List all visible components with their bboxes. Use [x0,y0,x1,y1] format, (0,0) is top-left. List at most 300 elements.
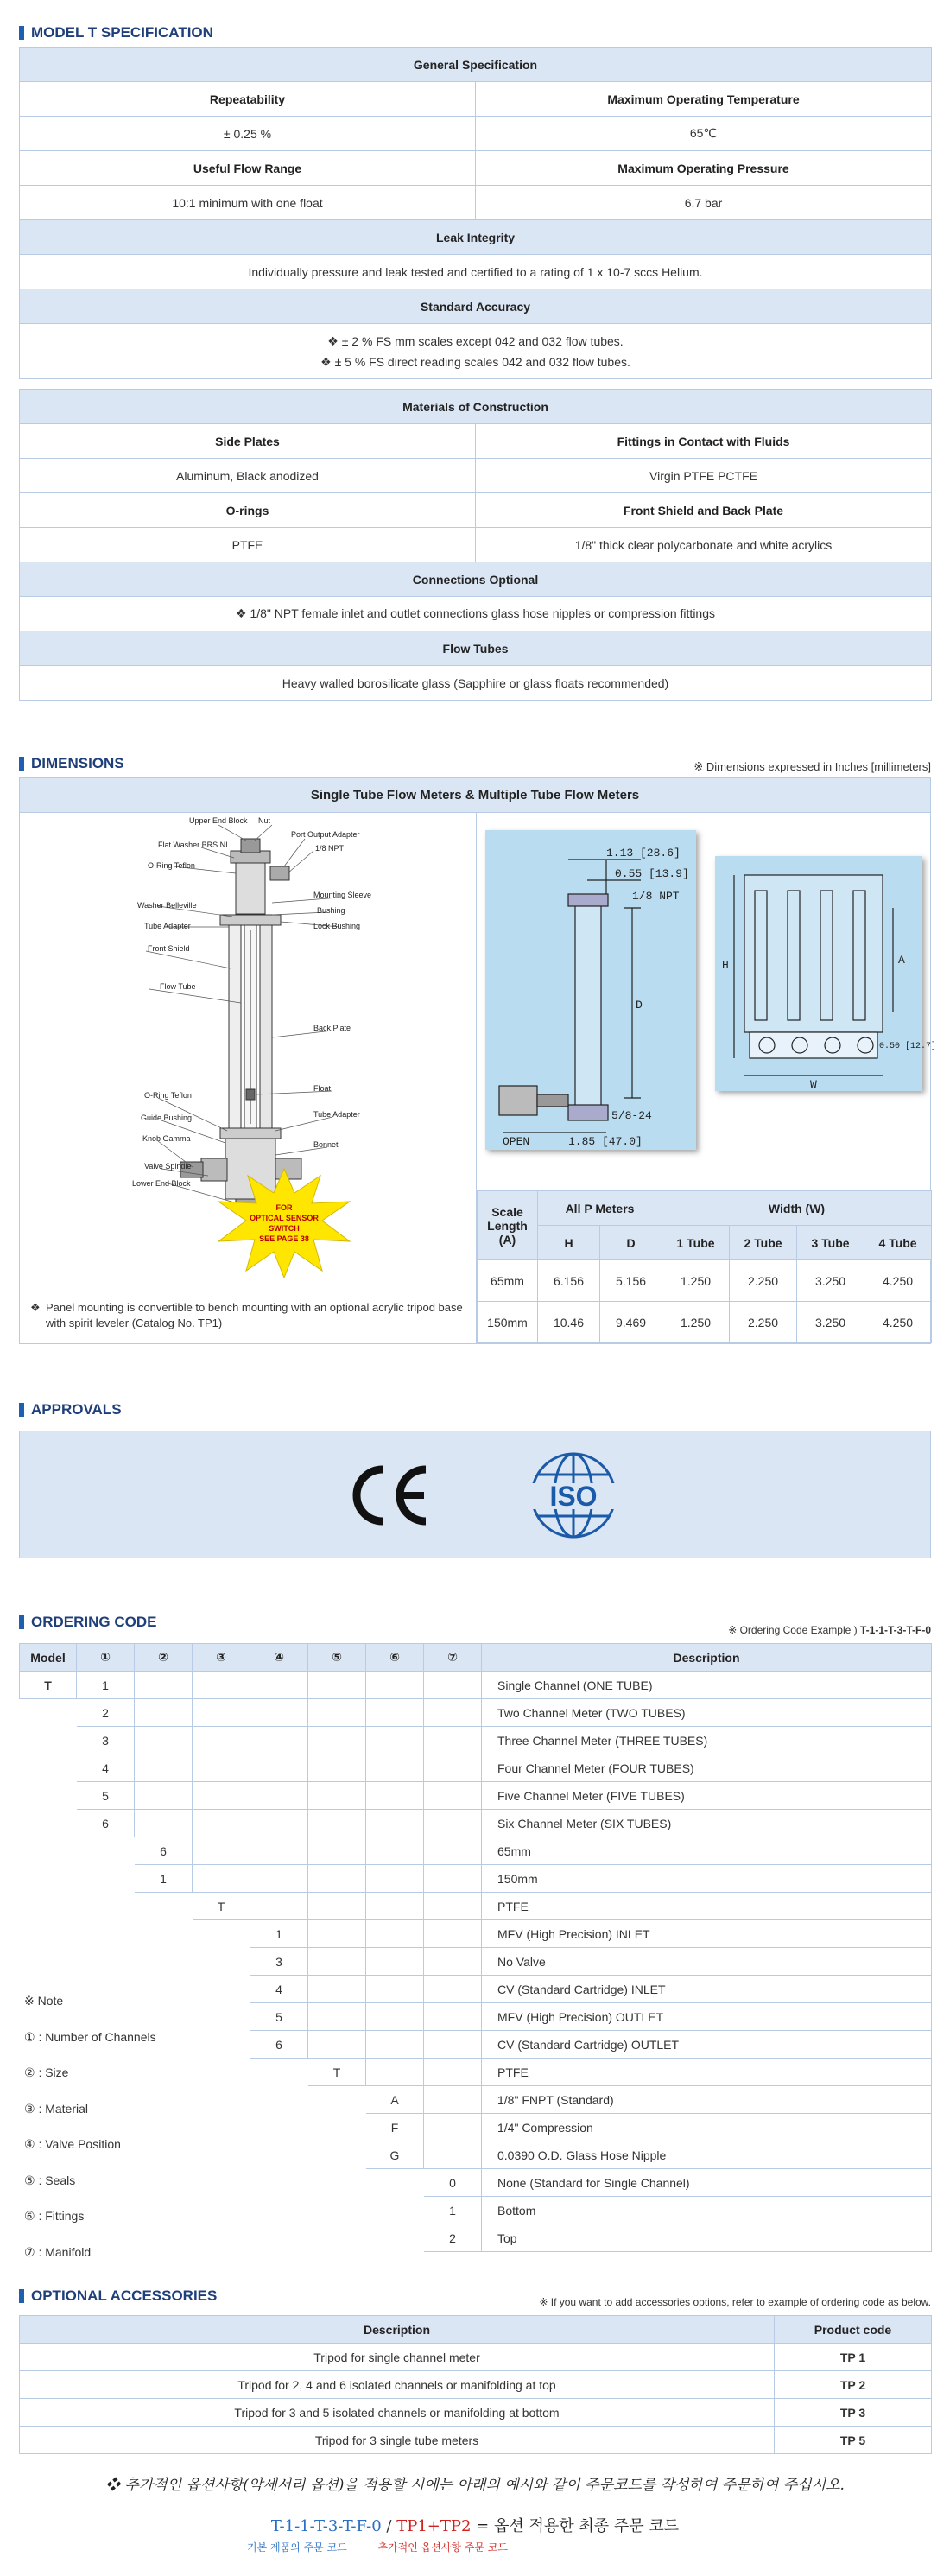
empty-cell [424,1810,482,1837]
empty-cell [20,1948,77,1976]
empty-cell [193,2003,250,2031]
empty-cell [20,1865,77,1893]
empty-cell [193,1948,250,1976]
note-item: ③ : Material [24,2101,89,2116]
description-cell: 1/8" FNPT (Standard) [482,2086,932,2114]
multi-tube-dimension-drawing [715,856,937,1091]
empty-cell [20,1727,77,1754]
empty-cell [250,2169,308,2197]
part-label: Washer Belleville [137,901,197,910]
empty-cell [250,2197,308,2224]
description-cell: Six Channel Meter (SIX TUBES) [482,1810,932,1837]
part-label: Lower End Block [132,1179,191,1188]
empty-cell [366,2031,424,2059]
note-item: ② : Size [24,2065,69,2079]
table-row [20,2224,932,2252]
code-cell: T [193,1893,250,1920]
part-label: Back Plate [314,1024,352,1032]
repeatability-value: ± 0.25 % [20,117,476,151]
orings-label: O-rings [20,493,476,528]
empty-cell [366,1865,424,1893]
table-row [20,1948,932,1976]
empty-cell [424,1976,482,2003]
accessory-code: TP 2 [775,2371,932,2399]
code-cell: 1 [424,2197,482,2224]
spec-section-title [19,24,213,41]
accuracy-bullet: ❖ ± 5 % FS direct reading scales 042 and 032 flow tubes. [320,354,630,369]
code-cell: 5 [250,2003,308,2031]
empty-cell [20,1782,77,1810]
part-label: Guide Bushing [141,1114,193,1122]
iso-text: ISO [549,1481,598,1512]
empty-cell [366,1976,424,2003]
empty-cell [308,1865,366,1893]
table-cell: 10.46 [538,1302,600,1343]
code-cell: F [366,2114,424,2141]
empty-cell [308,1893,366,1920]
description-cell: Three Channel Meter (THREE TUBES) [482,1727,932,1754]
accessory-code: TP 5 [775,2427,932,2454]
tube2-header: 2 Tube [730,1226,797,1260]
materials-header: Materials of Construction [20,390,932,424]
table-row [20,1727,932,1754]
part-label: Nut [258,816,271,825]
korean-instruction: ❖ 추가적인 옵션사항(악세서리 옵션)을 적용할 시에는 아래의 예시와 같이 주문코드를 작성하여 주문하여 주십시오. [105,2477,845,2494]
empty-cell [308,2224,366,2252]
table-row [478,1260,932,1302]
empty-cell [250,2059,308,2086]
empty-cell [193,2059,250,2086]
tube3-header: 3 Tube [797,1226,864,1260]
flow-range-label: Useful Flow Range [20,151,476,186]
empty-cell [308,1727,366,1754]
empty-cell [308,1976,366,2003]
description-cell: PTFE [482,1893,932,1920]
empty-cell [424,1920,482,1948]
note-item: ⑥ : Fittings [24,2209,85,2223]
code-cell: 1 [250,1920,308,1948]
slash-separator: / [381,2517,397,2535]
empty-cell [20,1920,77,1948]
exploded-drawing-area [20,813,476,1343]
code-cell: A [366,2086,424,2114]
final-code-line [0,2514,950,2536]
empty-cell [250,1699,308,1727]
table-cell: 4.250 [864,1260,932,1302]
diamond-bullet-icon: ❖ [30,1301,41,1314]
table-cell: 1.250 [662,1260,730,1302]
empty-cell [308,1920,366,1948]
table-row [20,2141,932,2169]
part-label: Knob Gamma [142,1134,191,1143]
note-item: ④ : Valve Position [24,2137,121,2151]
empty-cell [424,1893,482,1920]
description-cell: CV (Standard Cartridge) OUTLET [482,2031,932,2059]
leak-header: Leak Integrity [20,220,932,255]
empty-cell [424,2114,482,2141]
empty-cell [250,1672,308,1699]
orings-value: PTFE [20,528,476,562]
code-cell: 6 [250,2031,308,2059]
max-pressure-value: 6.7 bar [476,186,932,220]
code-position-header: ④ [250,1644,308,1672]
ordering-title-text: ORDERING CODE [31,1614,157,1630]
empty-cell [193,2031,250,2059]
empty-cell [308,2141,366,2169]
empty-cell [308,1699,366,1727]
empty-cell [77,1865,135,1893]
empty-cell [424,2141,482,2169]
code-cell: 3 [250,1948,308,1976]
empty-cell [250,1782,308,1810]
code-cell: G [366,2141,424,2169]
code-position-header: ⑦ [424,1644,482,1672]
general-spec-table [19,47,932,379]
part-label: O-Ring Teflon [148,861,195,870]
table-row [20,2169,932,2197]
empty-cell [135,1920,193,1948]
approvals-section-title [19,1401,122,1418]
note-item: ⑦ : Manifold [24,2244,92,2259]
empty-cell [193,2169,250,2197]
empty-cell [424,1782,482,1810]
tube1-header: 1 Tube [662,1226,730,1260]
empty-cell [193,1976,250,2003]
empty-cell [308,1672,366,1699]
max-temp-label: Maximum Operating Temperature [476,82,932,117]
empty-cell [193,1672,250,1699]
empty-cell [250,1810,308,1837]
dimensions-panel [19,777,937,1344]
single-tube-dimension-drawing [485,830,696,1150]
empty-cell [20,1699,77,1727]
table-cell: 3.250 [797,1302,864,1343]
dimension-label: 1.13 [28.6] [606,847,681,860]
shield-value: 1/8" thick clear polycarbonate and white acrylics [476,528,932,562]
tube4-header: 4 Tube [864,1226,932,1260]
code-cell: 2 [77,1699,135,1727]
empty-cell [193,2114,250,2141]
spec-title-text: MODEL T SPECIFICATION [31,24,213,41]
empty-cell [250,1837,308,1865]
table-row [20,2003,932,2031]
empty-cell [193,1865,250,1893]
dimension-label: 5/8-24 [611,1109,652,1122]
note-item: ⑤ : Seals [24,2173,76,2187]
part-label: Float [314,1084,332,1093]
table-row [20,2086,932,2114]
accessory-desc: Tripod for 3 single tube meters [20,2427,775,2454]
accessories-table [19,2315,932,2454]
accessory-desc: Tripod for single channel meter [20,2344,775,2371]
leak-value: Individually pressure and leak tested and certified to a rating of 1 x 10-7 sccs Helium. [20,255,932,289]
table-row [20,1865,932,1893]
dimension-label: W [810,1078,817,1091]
description-cell: No Valve [482,1948,932,1976]
single-tube-drawing-panel [485,830,696,1150]
dimensions-section-title [19,755,124,772]
max-pressure-label: Maximum Operating Pressure [476,151,932,186]
dimension-label: OPEN [503,1135,530,1148]
multi-tube-drawing-panel [715,856,937,1091]
section-marker-icon [19,1403,24,1417]
table-row [20,2197,932,2224]
description-header: Description [482,1644,932,1672]
table-row [20,1782,932,1810]
empty-cell [308,1810,366,1837]
connections-value: ❖ 1/8" NPT female inlet and outlet connections glass hose nipples or compression fittings [20,597,932,631]
allp-header: All P Meters [538,1191,662,1226]
description-cell: Five Channel Meter (FIVE TUBES) [482,1782,932,1810]
starburst-text: OPTICAL SENSOR [250,1214,319,1222]
code-cell: 6 [135,1837,193,1865]
table-cell: 5.156 [600,1260,662,1302]
description-cell: MFV (High Precision) OUTLET [482,2003,932,2031]
part-label: Tube Adapter [144,922,191,930]
empty-cell [366,2059,424,2086]
empty-cell [366,2197,424,2224]
note-item: ① : Number of Channels [24,2029,156,2044]
description-cell: Two Channel Meter (TWO TUBES) [482,1699,932,1727]
empty-cell [424,1727,482,1754]
empty-cell [193,1920,250,1948]
empty-cell [366,1754,424,1782]
table-row [20,1976,932,2003]
description-cell: Four Channel Meter (FOUR TUBES) [482,1754,932,1782]
base-code: T-1-1-T-3-T-F-0 [270,2517,382,2535]
empty-cell [135,1948,193,1976]
code-cell: 1 [77,1672,135,1699]
table-row [20,2371,932,2399]
empty-cell [135,1893,193,1920]
empty-cell [193,1810,250,1837]
ce-mark-icon [339,1461,434,1530]
table-row [20,2059,932,2086]
empty-cell [424,1672,482,1699]
table-row [20,1754,932,1782]
empty-cell [250,2086,308,2114]
empty-cell [77,1948,135,1976]
empty-cell [193,1754,250,1782]
empty-cell [135,1754,193,1782]
dimensions-table [477,1190,932,1343]
table-cell: 1.250 [662,1302,730,1343]
empty-cell [193,1782,250,1810]
accessory-desc-header: Description [20,2316,775,2344]
empty-cell [366,1810,424,1837]
h-header: H [538,1226,600,1260]
iso-logo-icon [517,1450,630,1540]
empty-cell [424,2086,482,2114]
part-label: 1/8 NPT [315,844,345,853]
option-code: TP1+TP2 [396,2517,472,2535]
flow-range-value: 10:1 minimum with one float [20,186,476,220]
empty-cell [424,1948,482,1976]
general-spec-header: General Specification [20,48,932,82]
panel-mounting-text: Panel mounting is convertible to bench mounting with an optional acrylic tripod base with spirit leveler (Catalog No. TP1) [46,1301,463,1329]
section-marker-icon [19,757,24,771]
empty-cell [193,1837,250,1865]
dimensions-header: Single Tube Flow Meters & Multiple Tube Flow Meters [20,778,930,813]
table-row [478,1302,932,1343]
empty-cell [308,2197,366,2224]
empty-cell [250,2141,308,2169]
table-row [20,1893,932,1920]
accuracy-bullet: ❖ ± 2 % FS mm scales except 042 and 032 flow tubes. [327,333,624,348]
code-cell: T [308,2059,366,2086]
empty-cell [308,2086,366,2114]
empty-cell [366,1920,424,1948]
accessories-note: ※ If you want to add accessories options, refer to example of ordering code as below. [539,2296,931,2308]
dimension-label: H [722,959,729,972]
description-cell: MFV (High Precision) INLET [482,1920,932,1948]
empty-cell [250,2224,308,2252]
empty-cell [366,1948,424,1976]
empty-cell [193,2141,250,2169]
dimension-label: 1.85 [47.0] [568,1135,643,1148]
description-cell: None (Standard for Single Channel) [482,2169,932,2197]
section-marker-icon [19,1615,24,1629]
dimensions-note: ※ Dimensions expressed in Inches [millimeters] [694,760,931,773]
accessory-code: TP 3 [775,2399,932,2427]
description-cell: PTFE [482,2059,932,2086]
table-cell: 2.250 [730,1260,797,1302]
accuracy-header: Standard Accuracy [20,289,932,324]
empty-cell [250,1754,308,1782]
empty-cell [308,1948,366,1976]
flowtubes-header: Flow Tubes [20,631,932,666]
section-marker-icon [19,2289,24,2303]
dimension-label: D [636,999,643,1012]
empty-cell [250,1727,308,1754]
table-row [20,1672,932,1699]
max-temp-value: 65℃ [476,117,932,151]
ordering-section-title [19,1614,156,1631]
ordering-example-label: ※ Ordering Code Example ) [728,1624,860,1636]
table-cell: 150mm [478,1302,538,1343]
empty-cell [424,1837,482,1865]
table-cell: 9.469 [600,1302,662,1343]
table-row [20,1810,932,1837]
part-label: Lock Bushing [314,922,361,930]
ordering-example [728,1624,931,1636]
base-code-label: 기본 제품의 주문 코드 [247,2541,347,2554]
empty-cell [424,2031,482,2059]
code-cell: 4 [77,1754,135,1782]
empty-cell [308,2003,366,2031]
description-cell: Bottom [482,2197,932,2224]
empty-cell [193,2086,250,2114]
empty-cell [366,2003,424,2031]
dimension-label: 0.55 [13.9] [615,867,689,880]
code-cell: 0 [424,2169,482,2197]
dimensions-title-text: DIMENSIONS [31,755,124,771]
starburst-text: SWITCH [269,1224,300,1233]
code-cell: 5 [77,1782,135,1810]
empty-cell [366,1727,424,1754]
empty-cell [20,1754,77,1782]
empty-cell [77,1920,135,1948]
table-cell: 6.156 [538,1260,600,1302]
table-row [20,2427,932,2454]
part-label: Mounting Sleeve [314,891,372,899]
empty-cell [424,1699,482,1727]
empty-cell [135,1810,193,1837]
code-position-header: ⑤ [308,1644,366,1672]
table-row [20,2344,932,2371]
empty-cell [366,1893,424,1920]
code-cell: 6 [77,1810,135,1837]
part-label: O-Ring Teflon [144,1091,192,1100]
description-cell: 0.0390 O.D. Glass Hose Nipple [482,2141,932,2169]
code-position-header: ② [135,1644,193,1672]
code-legend [247,2540,508,2554]
approvals-title-text: APPROVALS [31,1401,122,1418]
empty-cell [308,2031,366,2059]
ce-mark-text: CE [339,1461,341,1462]
approvals-panel [19,1431,931,1558]
part-label: Bonnet [314,1140,339,1149]
repeatability-label: Repeatability [20,82,476,117]
panel-mounting-note [30,1300,466,1331]
empty-cell [308,1782,366,1810]
dimension-drawings-area [476,813,937,1343]
table-cell: 2.250 [730,1302,797,1343]
description-cell: Single Channel (ONE TUBE) [482,1672,932,1699]
optical-sensor-starburst-icon [215,1167,353,1279]
model-header: Model [20,1644,77,1672]
accessory-desc: Tripod for 2, 4 and 6 isolated channels or manifolding at top [20,2371,775,2399]
part-label: Bushing [317,906,345,915]
table-cell: 3.250 [797,1260,864,1302]
description-cell: Top [482,2224,932,2252]
part-label: Front Shield [148,944,190,953]
part-label: Flat Washer BRS NI [158,841,228,849]
table-row [20,2114,932,2141]
part-label: Valve Spindle [144,1162,192,1171]
code-cell: 2 [424,2224,482,2252]
fittings-label: Fittings in Contact with Fluids [476,424,932,459]
section-marker-icon [19,26,24,40]
d-header: D [600,1226,662,1260]
part-label: Upper End Block [189,816,248,825]
flowtubes-value: Heavy walled borosilicate glass (Sapphire or glass floats recommended) [20,666,932,701]
starburst-text: SEE PAGE 38 [259,1234,309,1243]
empty-cell [135,1782,193,1810]
empty-cell [135,1727,193,1754]
empty-cell [250,1893,308,1920]
empty-cell [424,2003,482,2031]
width-header: Width (W) [662,1191,932,1226]
empty-cell [308,2169,366,2197]
dimension-label: 1/8 NPT [632,890,680,903]
empty-cell [250,2114,308,2141]
code-position-header: ⑥ [366,1644,424,1672]
starburst-text: FOR [276,1203,293,1212]
final-code-label: 옵션 적용한 최종 주문 코드 [493,2517,680,2535]
fittings-value: Virgin PTFE PCTFE [476,459,932,493]
empty-cell [308,1754,366,1782]
equals-sign: = [471,2517,494,2535]
table-row [20,2031,932,2059]
option-code-label: 추가적인 옵션사항 주문 코드 [377,2541,508,2554]
empty-cell [250,1865,308,1893]
table-row [20,1837,932,1865]
empty-cell [366,2224,424,2252]
empty-cell [193,1699,250,1727]
accessory-code: TP 1 [775,2344,932,2371]
empty-cell [366,2169,424,2197]
